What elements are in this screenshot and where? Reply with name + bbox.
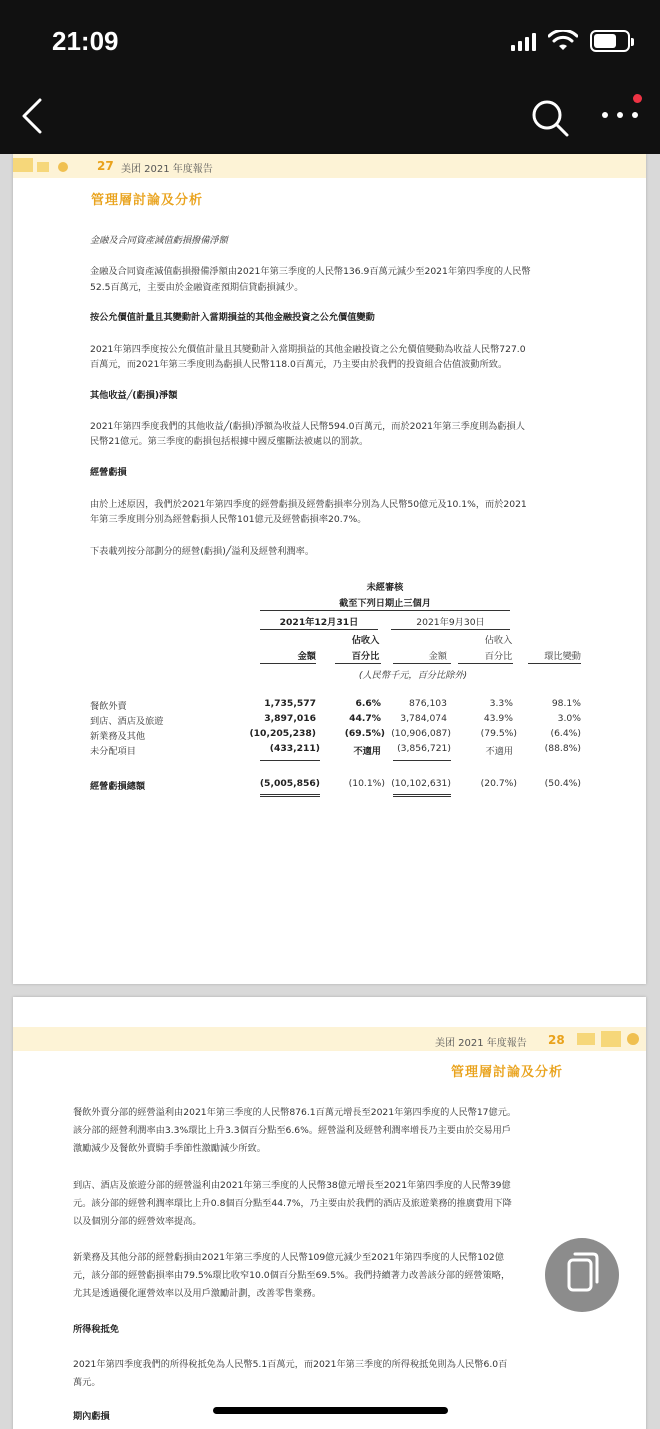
- more-options-icon[interactable]: [602, 112, 638, 122]
- back-icon[interactable]: [18, 96, 48, 136]
- paragraph-1-line-2: 該分部的經營利潤率由3.3%環比上升3.3個百分點至6.6%。經營溢利及經營利潤率增長乃主要由於交易用戶: [73, 1125, 511, 1136]
- page-number: 28: [548, 1033, 565, 1047]
- section-title: 管理層討論及分析: [91, 193, 204, 208]
- row-pct-q4: 不適用: [353, 746, 381, 757]
- sub-heading: 金融及合同資產減值虧損撥備淨額: [90, 235, 228, 246]
- paragraph-4-line-1: 2021年第四季度我們的所得稅抵免為人民幣5.1百萬元，而2021年第三季度的所得稅抵免則為人民幣6.0百: [73, 1359, 508, 1370]
- table-period: 截至下列日期止三個月: [339, 598, 431, 609]
- heading-operating-loss: 經營虧損: [90, 467, 127, 478]
- total-label: 經營虧損總額: [90, 781, 146, 792]
- paragraph-2-line-3: 以及個別分部的經營效率提高。: [73, 1216, 202, 1227]
- search-icon[interactable]: [530, 98, 570, 138]
- row-amount-q3: 3,784,074: [400, 713, 447, 724]
- page-header-text: 美团 2021 年度報告: [435, 1038, 527, 1049]
- document-page-28: [13, 997, 646, 1429]
- row-pct-q4: 44.7%: [349, 713, 381, 724]
- row-pct-q4: 6.6%: [355, 698, 381, 709]
- row-amount-q3: 876,103: [409, 698, 447, 709]
- paragraph-2-line-1: 2021年第四季度按公允價值計量且其變動計入當期損益的其他金融投資之公允價值變動為收益人民幣727.0: [90, 344, 526, 355]
- paragraph-3-line-2: 民幣21億元。第三季度的虧損包括根據中國反壟斷法被處以的罰款。: [90, 436, 369, 447]
- top-bar: [0, 0, 660, 154]
- heading-fair-value: 按公允價值計量且其變動計入當期損益的其他金融投資之公允價值變動: [90, 312, 375, 323]
- row-amount-q4: 1,735,577: [264, 698, 316, 709]
- battery-icon: [590, 30, 630, 52]
- row-change: (88.8%): [544, 743, 581, 754]
- table-date-2: 2021年9月30日: [416, 617, 485, 628]
- paragraph-3-line-1: 2021年第四季度我們的其他收益╱(虧損)淨額為收益人民幣594.0百萬元，而於2021年第三季度則為虧損人: [90, 421, 525, 432]
- paragraph-5: 下表載列按分部劃分的經營(虧損)╱溢利及經營利潤率。: [90, 546, 315, 557]
- table-pct-top-2: 佔收入: [484, 635, 513, 646]
- paragraph-3-line-2: 元，該分部的經營虧損率由79.5%環比收窄10.0個百分點至69.5%。我們持續著力改善該分部的經營策略，: [73, 1270, 511, 1281]
- total-amount-q3: (10,102,631): [391, 778, 451, 789]
- paragraph-1-line-3: 激勵減少及餐飲外賣騎手季節性激勵減少所致。: [73, 1143, 266, 1154]
- table-unaudited: 未經審核: [366, 582, 404, 593]
- heading-period-loss: 期內虧損: [73, 1411, 110, 1422]
- paragraph-3-line-3: 尤其是透過優化運營效率以及用戶激勵計劃，改善零售業務。: [73, 1288, 322, 1299]
- cellular-signal-icon: [511, 31, 536, 51]
- row-label: 到店、酒店及旅遊: [90, 716, 164, 727]
- row-amount-q3: (10,906,087): [391, 728, 451, 739]
- paragraph-2-line-2: 元。該分部的經營利潤率環比上升0.8個百分點至44.7%，乃主要由於我們的酒店及旅遊業務的推廣費用下降: [73, 1198, 512, 1209]
- paragraph-1-line-2: 52.5百萬元，主要由於金融資產預期信貸虧損減少。: [90, 282, 304, 293]
- row-label: 未分配項目: [90, 746, 136, 757]
- page-number: 27: [97, 159, 114, 173]
- heading-other-gains: 其他收益╱(虧損)淨額: [90, 390, 178, 401]
- status-icons: [511, 30, 630, 52]
- total-pct-q4: (10.1%): [348, 778, 385, 789]
- paragraph-3-line-1: 新業務及其他分部的經營虧損由2021年第三季度的人民幣109億元減少至2021年第四季度的人民幣102億: [73, 1252, 504, 1263]
- paragraph-4-line-2: 年第三季度則分別為經營虧損人民幣101億元及經營虧損率20.7%。: [90, 514, 367, 525]
- heading-income-tax: 所得稅抵免: [73, 1324, 119, 1335]
- paragraph-4-line-2: 萬元。: [73, 1377, 101, 1388]
- row-change: 3.0%: [557, 713, 581, 724]
- row-amount-q3: (3,856,721): [397, 743, 451, 754]
- section-title: 管理層討論及分析: [451, 1065, 564, 1080]
- table-pct-top-1: 佔收入: [351, 635, 380, 646]
- table-date-1: 2021年12月31日: [279, 617, 359, 628]
- table-pct-bottom-1: 百分比: [351, 651, 380, 662]
- total-change: (50.4%): [544, 778, 581, 789]
- table-pct-bottom-2: 百分比: [484, 651, 513, 662]
- row-amount-q4: (433,211): [269, 743, 320, 754]
- page-header-text: 美团 2021 年度報告: [121, 164, 213, 175]
- total-amount-q4: (5,005,856): [259, 778, 320, 789]
- paragraph-2-line-2: 百萬元，而2021年第三季度則為虧損人民幣118.0百萬元，乃主要由於我們的投資組合估值波動所致。: [90, 359, 508, 370]
- table-amount-2: 金額: [428, 651, 447, 662]
- wifi-icon: [548, 30, 578, 52]
- document-page-27: [13, 154, 646, 984]
- notification-dot: [633, 94, 642, 103]
- row-pct-q4: (69.5%): [344, 728, 385, 739]
- row-pct-q3: 不適用: [485, 746, 513, 757]
- row-change: (6.4%): [550, 728, 581, 739]
- home-indicator[interactable]: [213, 1407, 448, 1414]
- header-illustration-icon: [573, 1027, 646, 1051]
- table-units: (人民幣千元，百分比除外): [358, 670, 468, 681]
- paragraph-1-line-1: 餐飲外賣分部的經營溢利由2021年第三季度的人民幣876.1百萬元增長至2021年第四季度的人民幣17億元。: [73, 1107, 517, 1118]
- row-pct-q3: (79.5%): [480, 728, 517, 739]
- status-time: 21:09: [52, 26, 119, 56]
- row-amount-q4: (10,205,238): [249, 728, 316, 739]
- paragraph-4-line-1: 由於上述原因，我們於2021年第四季度的經營虧損及經營虧損率分別為人民幣50億元及10.1%，而於2021: [90, 499, 527, 510]
- row-label: 新業務及其他: [90, 731, 146, 742]
- header-illustration-icon: [13, 154, 73, 178]
- total-pct-q3: (20.7%): [480, 778, 517, 789]
- paragraph-1-line-1: 金融及合同資產減值虧損撥備淨額由2021年第三季度的人民幣136.9百萬元減少至2021年第四季度的人民幣: [90, 266, 531, 277]
- row-pct-q3: 3.3%: [489, 698, 513, 709]
- table-amount-1: 金額: [297, 651, 316, 662]
- row-pct-q3: 43.9%: [483, 713, 513, 724]
- row-change: 98.1%: [551, 698, 581, 709]
- table-yoy: 環比變動: [544, 651, 581, 662]
- floating-copy-button[interactable]: [545, 1238, 619, 1312]
- copy-icon: [545, 1238, 619, 1312]
- row-label: 餐飲外賣: [90, 701, 127, 712]
- row-amount-q4: 3,897,016: [264, 713, 316, 724]
- paragraph-2-line-1: 到店、酒店及旅遊分部的經營溢利由2021年第三季度的人民幣38億元增長至2021年第四季度的人民幣39億: [73, 1180, 511, 1191]
